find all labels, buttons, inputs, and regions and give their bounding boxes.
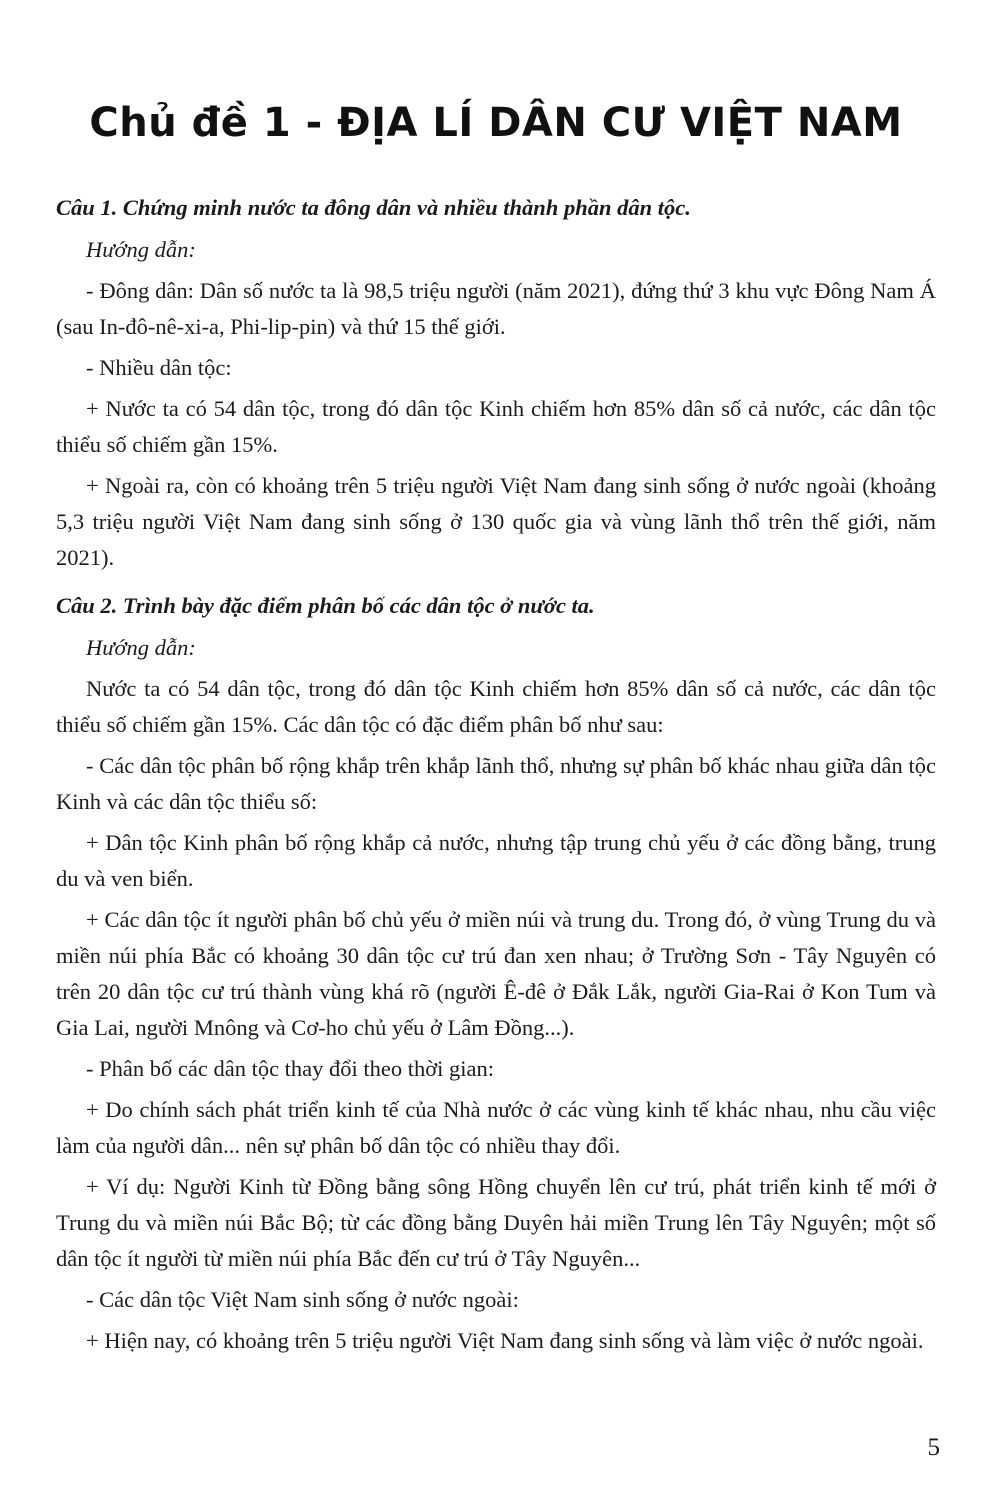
paragraph: + Ví dụ: Người Kinh từ Đồng bằng sông Hồng chuyển lên cư trú, phát triển kinh tế mới ở Trung du và miền núi Bắc Bộ; từ các đồng bằng Duyên hải miền Trung lên Tây Nguyên; một số dân tộc ít người từ miền núi phía Bắc đến cư trú ở Tây Nguyên... bbox=[56, 1174, 936, 1271]
paragraph: - Đông dân: Dân số nước ta là 98,5 triệu người (năm 2021), đứng thứ 3 khu vực Đông Nam Á (sau In-đô-nê-xi-a, Phi-lip-pin) và thứ 15 thế giới. bbox=[56, 278, 936, 339]
question-heading: Câu 1. Chứng minh nước ta đông dân và nhiều thành phần dân tộc. bbox=[56, 195, 691, 220]
paragraph: + Các dân tộc ít người phân bố chủ yếu ở miền núi và trung du. Trong đó, ở vùng Trung du và miền núi phía Bắc có khoảng 30 dân tộc cư trú đan xen nhau; ở Trường Sơn - Tây Nguyên có trên 20 dân tộc cư trú thành vùng khá rõ (người Ê-đê ở Đắk Lắk, người Gia-Rai ở Kon Tum và Gia Lai, người Mnông và Cơ-ho chủ yếu ở Lâm Đồng...). bbox=[56, 907, 936, 1040]
question-heading: Câu 2. Trình bày đặc điểm phân bố các dân tộc ở nước ta. bbox=[56, 593, 595, 618]
chapter-title: Chủ đề 1 - ĐỊA LÍ DÂN CƯ VIỆT NAM bbox=[89, 100, 903, 146]
guide-label: Hướng dẫn: bbox=[86, 635, 196, 660]
paragraph: - Các dân tộc Việt Nam sinh sống ở nước ngoài: bbox=[86, 1287, 519, 1312]
content-body bbox=[56, 190, 936, 1359]
paragraph: + Nước ta có 54 dân tộc, trong đó dân tộc Kinh chiếm hơn 85% dân số cả nước, các dân tộc thiểu số chiếm gần 15%. bbox=[56, 396, 936, 457]
paragraph: + Hiện nay, có khoảng trên 5 triệu người Việt Nam đang sinh sống và làm việc ở nước ngoài. bbox=[86, 1328, 924, 1353]
paragraph: Nước ta có 54 dân tộc, trong đó dân tộc Kinh chiếm hơn 85% dân số cả nước, các dân tộc thiểu số chiếm gần 15%. Các dân tộc có đặc điểm phân bố như sau: bbox=[56, 676, 936, 737]
paragraph: + Ngoài ra, còn có khoảng trên 5 triệu người Việt Nam đang sinh sống ở nước ngoài (khoảng 5,3 triệu người Việt Nam đang sinh sống ở 130 quốc gia và vùng lãnh thổ trên thế giới, năm 2021). bbox=[56, 473, 936, 570]
paragraph: + Dân tộc Kinh phân bố rộng khắp cả nước, nhưng tập trung chủ yếu ở các đồng bằng, trung du và ven biển. bbox=[56, 830, 936, 891]
paragraph: - Nhiều dân tộc: bbox=[86, 355, 232, 380]
page-number: 5 bbox=[927, 1434, 940, 1461]
paragraph: - Các dân tộc phân bố rộng khắp trên khắp lãnh thổ, nhưng sự phân bố khác nhau giữa dân tộc Kinh và các dân tộc thiểu số: bbox=[56, 753, 936, 814]
paragraph: + Do chính sách phát triển kinh tế của Nhà nước ở các vùng kinh tế khác nhau, nhu cầu việc làm của người dân... nên sự phân bố dân tộc có nhiều thay đổi. bbox=[56, 1097, 936, 1158]
paragraph: - Phân bố các dân tộc thay đổi theo thời gian: bbox=[86, 1056, 495, 1081]
guide-label: Hướng dẫn: bbox=[86, 237, 196, 262]
